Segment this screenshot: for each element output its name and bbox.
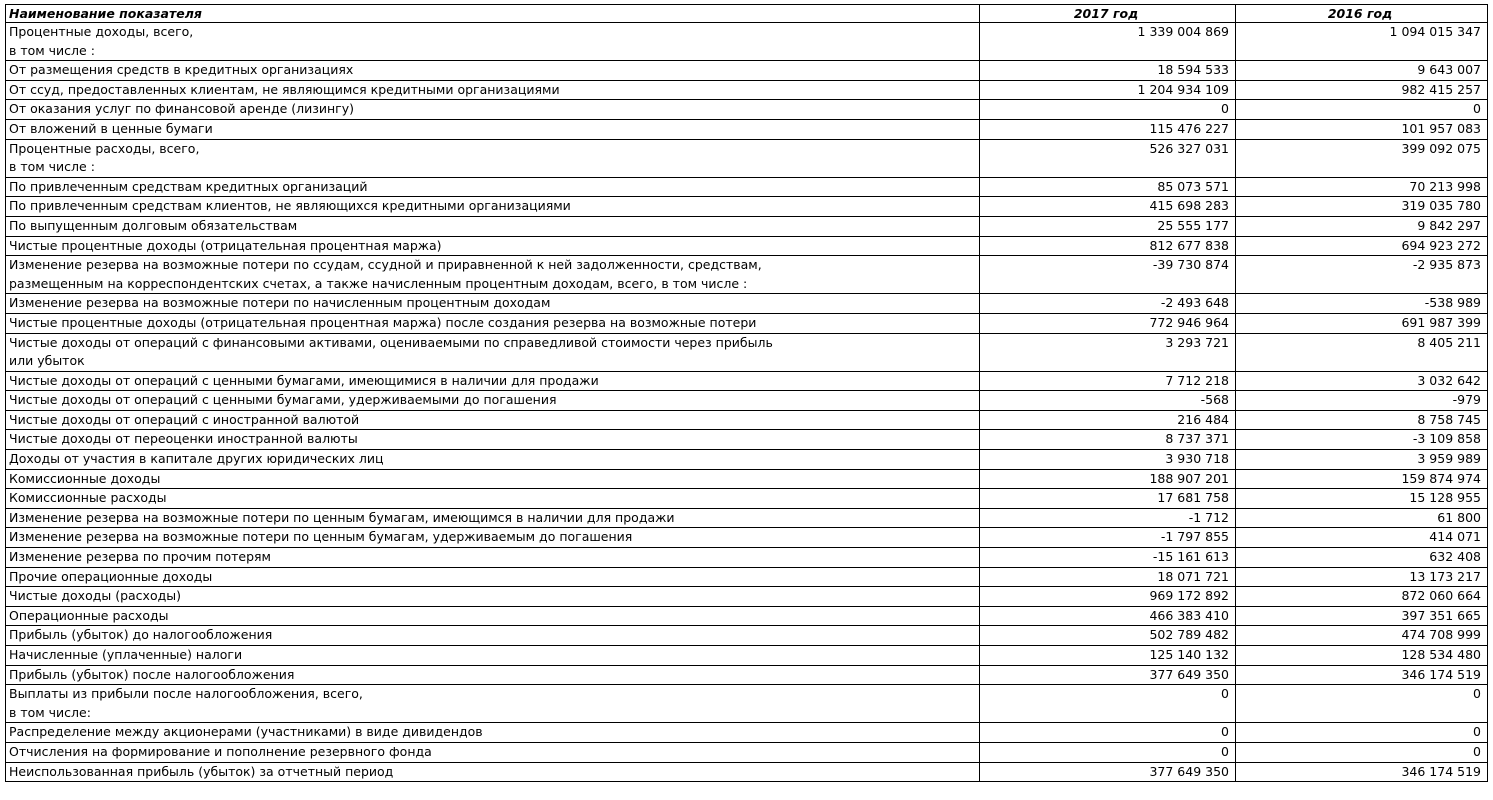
value-2016: 414 071 [1236,528,1488,548]
indicator-name-cell [6,646,980,666]
indicator-name-cell [6,567,980,587]
table-row [6,587,1488,607]
indicator-name: Процентные расходы, всего, [9,140,200,156]
table-row [6,119,1488,139]
value-2017: 18 594 533 [980,61,1236,81]
indicator-name-cell [6,216,980,236]
table-row [6,723,1488,743]
value-2016: 0 [1236,723,1488,743]
value-2016: 694 923 272 [1236,236,1488,256]
indicator-name: По привлеченным средствам клиентов, не являющихся кредитными организациями [9,198,571,214]
value-2017: 377 649 350 [980,762,1236,782]
value-2017: 526 327 031 [980,139,1236,177]
indicator-name-cell [6,119,980,139]
indicator-name: Изменение резерва на возможные потери по ценным бумагам, удерживаемым до погашения [9,529,633,545]
indicator-name-cell [6,508,980,528]
indicator-name-cell [6,626,980,646]
table-row [6,294,1488,314]
value-2017: 0 [980,100,1236,120]
indicator-name-cell [6,410,980,430]
value-2017: 502 789 482 [980,626,1236,646]
table-row [6,197,1488,217]
column-header-2017: 2017 год [980,5,1236,23]
indicator-name: От ссуд, предоставленных клиентам, не являющимся кредитными организациями [9,81,560,97]
table-row [6,256,1488,294]
indicator-name-cell [6,61,980,81]
value-2017: -15 161 613 [980,548,1236,568]
table-row [6,139,1488,177]
table-row [6,313,1488,333]
table-row [6,528,1488,548]
value-2016: 8 405 211 [1236,333,1488,371]
indicator-name-cell [6,80,980,100]
table-row [6,489,1488,509]
value-2017: 0 [980,685,1236,723]
indicator-name-cell [6,665,980,685]
indicator-name-cell [6,313,980,333]
value-2017: 0 [980,723,1236,743]
value-2016: 0 [1236,100,1488,120]
table-row [6,410,1488,430]
value-2017: -1 712 [980,508,1236,528]
indicator-name-continuation: в том числе : [9,159,95,175]
indicator-name: Прибыль (убыток) после налогообложения [9,666,295,682]
table-row [6,80,1488,100]
table-row [6,665,1488,685]
indicator-name: Выплаты из прибыли после налогообложения, всего, [9,686,363,702]
value-2017: 812 677 838 [980,236,1236,256]
indicator-name-cell [6,723,980,743]
value-2016: 128 534 480 [1236,646,1488,666]
indicator-name-cell [6,256,980,294]
header-row [6,5,1488,23]
table-row [6,177,1488,197]
value-2016: 474 708 999 [1236,626,1488,646]
table-row [6,742,1488,762]
value-2016: 632 408 [1236,548,1488,568]
value-2017: 1 339 004 869 [980,23,1236,61]
indicator-name: Чистые доходы от операций с ценными бумагами, удерживаемыми до погашения [9,392,557,408]
value-2017: 0 [980,742,1236,762]
value-2016: -538 989 [1236,294,1488,314]
table-row [6,685,1488,723]
value-2017: 115 476 227 [980,119,1236,139]
indicator-name: Изменение резерва на возможные потери по ценным бумагам, имеющимся в наличии для продажи [9,509,675,525]
indicator-name-cell [6,177,980,197]
value-2016: 15 128 955 [1236,489,1488,509]
value-2016: 8 758 745 [1236,410,1488,430]
indicator-name-cell [6,762,980,782]
indicator-name-cell [6,587,980,607]
value-2016: 399 092 075 [1236,139,1488,177]
value-2016: 691 987 399 [1236,313,1488,333]
value-2016: 0 [1236,685,1488,723]
table-row [6,508,1488,528]
table-row [6,646,1488,666]
value-2017: -39 730 874 [980,256,1236,294]
indicator-name: Операционные расходы [9,607,169,623]
value-2017: 216 484 [980,410,1236,430]
indicator-name-cell [6,450,980,470]
indicator-name: По привлеченным средствам кредитных организаций [9,178,368,194]
indicator-name: Прочие операционные доходы [9,568,213,584]
value-2016: 61 800 [1236,508,1488,528]
value-2016: 872 060 664 [1236,587,1488,607]
value-2016: 1 094 015 347 [1236,23,1488,61]
table-body [6,23,1488,782]
value-2016: 397 351 665 [1236,606,1488,626]
table-row [6,626,1488,646]
indicator-name-cell [6,236,980,256]
indicator-name: Изменение резерва по прочим потерям [9,549,271,565]
indicator-name: От размещения средств в кредитных организациях [9,62,354,78]
value-2017: 7 712 218 [980,371,1236,391]
value-2017: 25 555 177 [980,216,1236,236]
value-2016: 0 [1236,742,1488,762]
indicator-name: Чистые доходы от переоценки иностранной валюты [9,431,358,447]
value-2017: 466 383 410 [980,606,1236,626]
value-2016: -979 [1236,391,1488,411]
value-2017: 125 140 132 [980,646,1236,666]
table-row [6,100,1488,120]
value-2017: 377 649 350 [980,665,1236,685]
value-2016: 346 174 519 [1236,762,1488,782]
indicator-name-continuation: в том числе: [9,704,91,720]
value-2016: 9 842 297 [1236,216,1488,236]
indicator-name-continuation: размещенным на корреспондентских счетах, а также начисленным процентным доходам, всего, в том числе : [9,275,748,291]
table-row [6,371,1488,391]
indicator-name-cell [6,489,980,509]
table-row [6,23,1488,61]
value-2017: 1 204 934 109 [980,80,1236,100]
indicator-name-cell [6,139,980,177]
indicator-name-cell [6,100,980,120]
value-2017: 3 930 718 [980,450,1236,470]
value-2017: -568 [980,391,1236,411]
indicator-name: От оказания услуг по финансовой аренде (лизингу) [9,101,355,117]
indicator-name-cell [6,23,980,61]
value-2016: 982 415 257 [1236,80,1488,100]
indicator-name: По выпущенным долговым обязательствам [9,217,298,233]
indicator-name-cell [6,333,980,371]
indicator-name-cell [6,548,980,568]
value-2016: 9 643 007 [1236,61,1488,81]
indicator-name-continuation: или убыток [9,353,85,369]
value-2016: 101 957 083 [1236,119,1488,139]
indicator-name: Чистые доходы от операций с иностранной валютой [9,411,360,427]
column-header-2016: 2016 год [1236,5,1488,23]
value-2016: 159 874 974 [1236,469,1488,489]
value-2017: 17 681 758 [980,489,1236,509]
indicator-name-cell [6,528,980,548]
table-row [6,567,1488,587]
indicator-name: Чистые процентные доходы (отрицательная процентная маржа) после создания резерва на возможные потери [9,314,757,330]
indicator-name: Процентные доходы, всего, [9,24,194,39]
table-row [6,333,1488,371]
indicator-name-cell [6,391,980,411]
value-2017: 8 737 371 [980,430,1236,450]
table-row [6,548,1488,568]
indicator-name-cell [6,197,980,217]
value-2017: 772 946 964 [980,313,1236,333]
table-row [6,450,1488,470]
indicator-name-cell [6,294,980,314]
value-2016: 319 035 780 [1236,197,1488,217]
indicator-name: Чистые доходы (расходы) [9,588,181,604]
table-row [6,391,1488,411]
indicator-name: Комиссионные расходы [9,490,167,506]
value-2017: -2 493 648 [980,294,1236,314]
indicator-name-cell [6,742,980,762]
indicator-name: Отчисления на формирование и пополнение резервного фонда [9,743,432,759]
value-2017: 18 071 721 [980,567,1236,587]
value-2016: -3 109 858 [1236,430,1488,450]
indicator-name-cell [6,685,980,723]
indicator-name: Неиспользованная прибыль (убыток) за отчетный период [9,763,394,779]
income-statement-table [5,4,1488,782]
indicator-name-cell [6,606,980,626]
indicator-name: Прибыль (убыток) до налогообложения [9,627,273,643]
value-2017: -1 797 855 [980,528,1236,548]
value-2016: 346 174 519 [1236,665,1488,685]
indicator-name: Чистые доходы от операций с финансовыми активами, оцениваемыми по справедливой стоимости через прибыль [9,334,773,350]
indicator-name: Изменение резерва на возможные потери по начисленным процентным доходам [9,295,551,311]
table-row [6,236,1488,256]
table-row [6,216,1488,236]
indicator-name: Изменение резерва на возможные потери по ссудам, ссудной и приравненной к ней задолженности, средствам, [9,257,762,273]
indicator-name-continuation: в том числе : [9,42,95,58]
value-2016: 70 213 998 [1236,177,1488,197]
column-header-indicator: Наименование показателя [6,5,980,23]
indicator-name: Чистые процентные доходы (отрицательная процентная маржа) [9,237,442,253]
value-2016: 3 032 642 [1236,371,1488,391]
table-row [6,430,1488,450]
indicator-name: Чистые доходы от операций с ценными бумагами, имеющимися в наличии для продажи [9,372,599,388]
table-row [6,469,1488,489]
table-row [6,606,1488,626]
indicator-name-cell [6,469,980,489]
value-2016: -2 935 873 [1236,256,1488,294]
indicator-name: Доходы от участия в капитале других юридических лиц [9,451,384,467]
value-2016: 13 173 217 [1236,567,1488,587]
indicator-name: Комиссионные доходы [9,470,161,486]
value-2016: 3 959 989 [1236,450,1488,470]
indicator-name: Распределение между акционерами (участниками) в виде дивидендов [9,724,483,740]
value-2017: 85 073 571 [980,177,1236,197]
value-2017: 969 172 892 [980,587,1236,607]
value-2017: 415 698 283 [980,197,1236,217]
indicator-name: От вложений в ценные бумаги [9,120,213,136]
table-row [6,61,1488,81]
value-2017: 188 907 201 [980,469,1236,489]
table-row [6,762,1488,782]
indicator-name-cell [6,430,980,450]
value-2017: 3 293 721 [980,333,1236,371]
indicator-name: Начисленные (уплаченные) налоги [9,647,243,662]
indicator-name-cell [6,371,980,391]
